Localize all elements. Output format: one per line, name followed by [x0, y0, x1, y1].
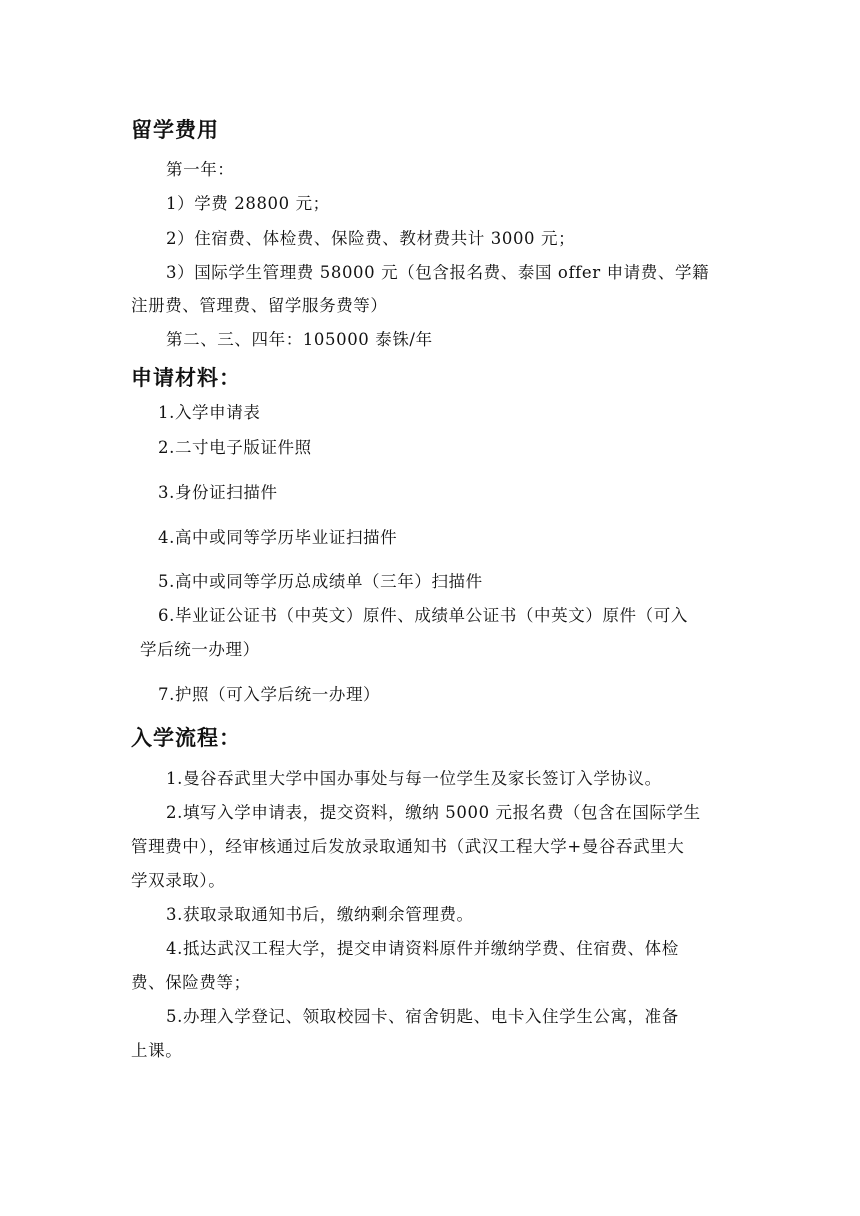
fees-item-management: 3）国际学生管理费 58000 元（包含报名费、泰国 offer 申请费、学籍: [166, 263, 710, 282]
materials-item-6: 6.毕业证公证书（中英文）原件、成绩单公证书（中英文）原件（可入: [158, 606, 688, 625]
process-step-5: 5.办理入学登记、领取校园卡、宿舍钥匙、电卡入住学生公寓，准备: [166, 1007, 679, 1026]
process-step-2-cont-2: 学双录取）。: [131, 871, 226, 890]
process-step-1: 1.曼谷吞武里大学中国办事处与每一位学生及家长签订入学协议。: [166, 769, 662, 788]
fees-item-management-cont: 注册费、管理费、留学服务费等）: [131, 296, 388, 315]
materials-item-5: 5.高中或同等学历总成绩单（三年）扫描件: [158, 572, 483, 591]
process-heading: 入学流程：: [131, 726, 241, 750]
materials-item-1: 1.入学申请表: [158, 403, 261, 422]
process-step-4-cont: 费、保险费等；: [131, 973, 251, 992]
materials-item-3: 3.身份证扫描件: [158, 483, 278, 502]
process-step-4: 4.抵达武汉工程大学，提交申请资料原件并缴纳学费、住宿费、体检: [166, 939, 679, 958]
fees-year1-label: 第一年：: [166, 160, 235, 179]
process-step-3: 3.获取录取通知书后，缴纳剩余管理费。: [166, 905, 474, 924]
fees-heading: 留学费用: [131, 118, 219, 142]
fees-item-accommodation: 2）住宿费、体检费、保险费、教材费共计 3000 元；: [166, 229, 576, 248]
materials-heading: 申请材料：: [131, 366, 241, 390]
materials-item-6-cont: 学后统一办理）: [140, 640, 260, 659]
materials-item-2: 2.二寸电子版证件照: [158, 438, 312, 457]
process-step-2-cont-1: 管理费中），经审核通过后发放录取通知书（武汉工程大学+曼谷吞武里大: [131, 837, 685, 856]
process-step-5-cont: 上课。: [131, 1041, 183, 1060]
materials-item-4: 4.高中或同等学历毕业证扫描件: [158, 528, 398, 547]
fees-item-tuition: 1）学费 28800 元；: [166, 194, 330, 213]
process-step-2: 2.填写入学申请表，提交资料，缴纳 5000 元报名费（包含在国际学生: [166, 803, 701, 822]
fees-later-years: 第二、三、四年：105000 泰铢/年: [166, 330, 433, 349]
materials-item-7: 7.护照（可入学后统一办理）: [158, 685, 381, 704]
